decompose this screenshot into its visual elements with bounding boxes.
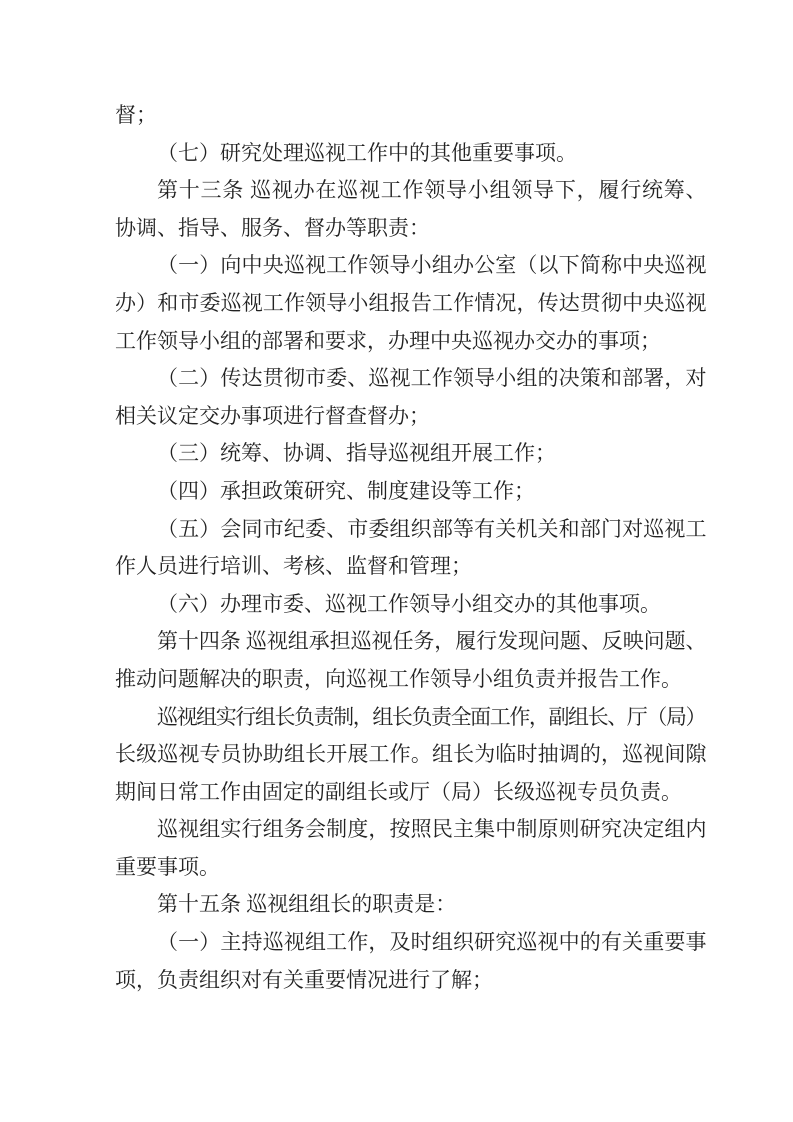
text-line: 相关议定交办事项进行督查督办； (115, 403, 430, 428)
text-line: 工作领导小组的部署和要求，办理中央巡视办交办的事项； (115, 328, 661, 353)
text-line: 巡视组实行组务会制度，按照民主集中制原则研究决定组内 (157, 817, 705, 842)
text-line: 办）和市委巡视工作领导小组报告工作情况，传达贯彻中央巡视 (115, 290, 705, 315)
text-line: （一）向中央巡视工作领导小组办公室（以下简称中央巡视 (157, 253, 705, 278)
text-line: （二）传达贯彻市委、巡视工作领导小组的决策和部署，对 (157, 366, 705, 391)
text-line: （三）统筹、协调、指导巡视组开展工作； (157, 441, 556, 466)
text-line: 推动问题解决的职责，向巡视工作领导小组负责并报告工作。 (115, 666, 682, 691)
text-line: （七）研究处理巡视工作中的其他重要事项。 (157, 140, 577, 165)
text-line: 重要事项。 (115, 854, 220, 879)
text-line: 期间日常工作由固定的副组长或厅（局）长级巡视专员负责。 (115, 779, 682, 804)
document-body (115, 97, 705, 999)
text-line: 长级巡视专员协助组长开展工作。组长为临时抽调的，巡视间隙 (115, 742, 705, 767)
text-line: 第十三条 巡视办在巡视工作领导小组领导下，履行统筹、 (157, 178, 705, 203)
text-line: 第十四条 巡视组承担巡视任务，履行发现问题、反映问题、 (157, 629, 705, 654)
text-line: （四）承担政策研究、制度建设等工作； (157, 478, 535, 503)
text-line: （一）主持巡视组工作，及时组织研究巡视中的有关重要事 (157, 930, 705, 955)
text-line: 项，负责组织对有关重要情况进行了解； (115, 967, 493, 992)
text-line: 协调、指导、服务、督办等职责： (115, 215, 430, 240)
text-line: 巡视组实行组长负责制，组长负责全面工作，副组长、厅（局） (157, 704, 705, 729)
text-line: 第十五条 巡视组组长的职责是： (157, 892, 457, 917)
text-line: （五）会同市纪委、市委组织部等有关机关和部门对巡视工 (157, 516, 705, 541)
text-line: （六）办理市委、巡视工作领导小组交办的其他事项。 (157, 591, 661, 616)
text-line: 作人员进行培训、考核、监督和管理； (115, 554, 472, 579)
text-line: 督； (115, 103, 157, 127)
